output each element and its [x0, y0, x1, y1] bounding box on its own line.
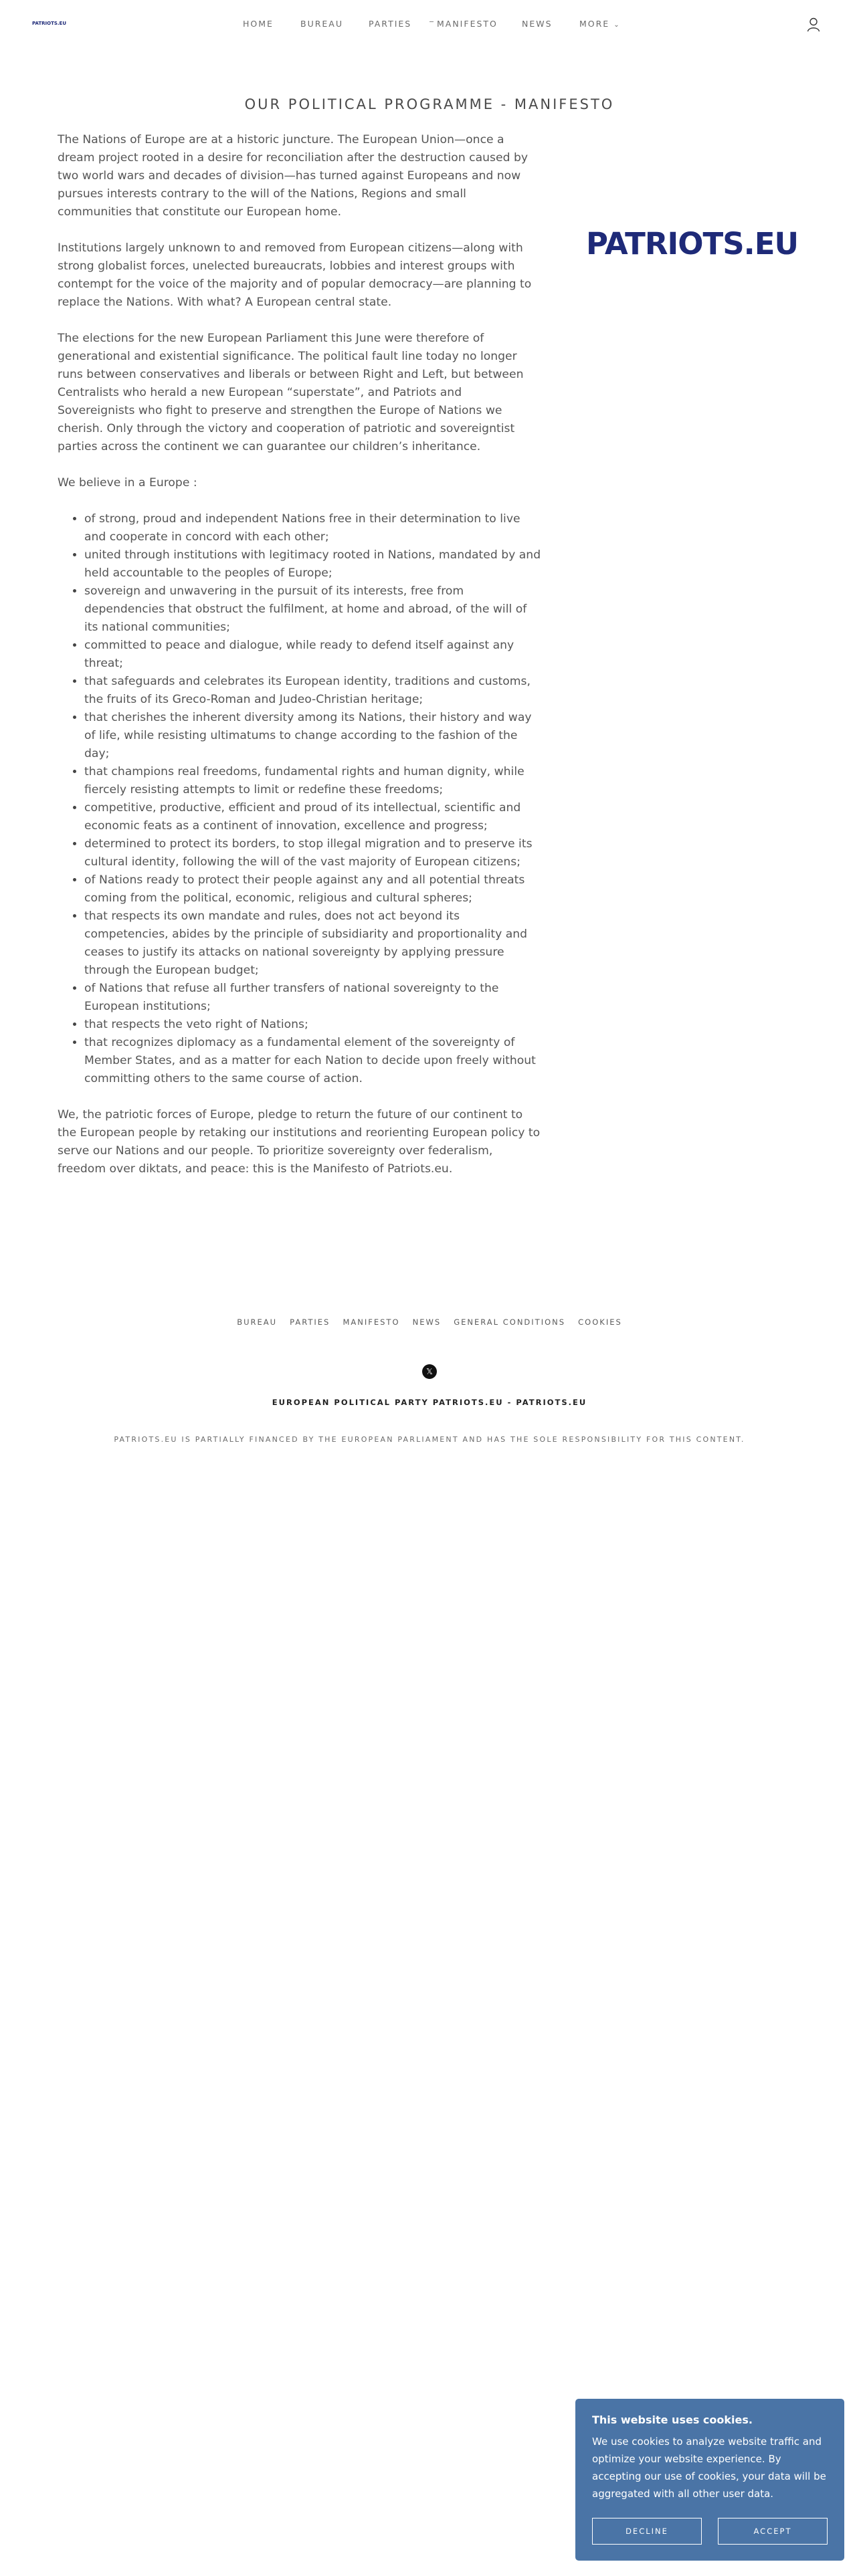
list-item: • that respects its own mandate and rules, does not act beyond its competencies, abides by the principle of subsidiarity and proportionality and ceases to justify its attacks on national sovereignty by applying pressure through the European budget; [84, 907, 542, 980]
nav-item-more[interactable] [579, 19, 621, 29]
intro-paragraph: The Nations of Europe are at a historic juncture. The European Union—once a dream project rooted in a desire for reconciliation after the destruction caused by two world wars and decades of division—has turned against Europeans and now pursues interests contrary to the will of the Nations, Regions and small communities that constitute our European home. [58, 133, 529, 219]
beliefs-list [58, 510, 542, 1088]
footer-link-bureau[interactable]: BUREAU [237, 1317, 278, 1327]
active-nav-indicator [430, 21, 434, 22]
list-item: • united through institutions with legitimacy rooted in Nations, mandated by and held accountable to the peoples of Europe; [84, 546, 542, 582]
list-item: • of Nations ready to protect their people against any and all potential threats coming from the political, economic, religious and cultural spheres; [84, 871, 542, 907]
decline-button[interactable]: DECLINE [592, 2518, 702, 2545]
list-item: • of strong, proud and independent Nations free in their determination to live and cooperate in concord with each other; [84, 510, 542, 546]
intro-paragraph: Institutions largely unknown to and removed from European citizens—along with strong globalist forces, unelected bureaucrats, lobbies and interest groups with contempt for the voice of the majority and of popular democracy—are planning to replace the Nations. With what? A European central state. [58, 241, 532, 309]
list-item: • sovereign and unwavering in the pursuit of its interests, free from dependencies that obstruct the fulfilment, at home and abroad, of the will of its national communities; [84, 582, 542, 637]
nav-item-home[interactable]: HOME [243, 19, 274, 29]
main-nav [0, 19, 859, 32]
user-account-icon[interactable] [807, 17, 820, 32]
footer-party-name: EUROPEAN POLITICAL PARTY PATRIOTS.EU - PATRIOTS.EU [272, 1398, 587, 1407]
list-item: • committed to peace and dialogue, while ready to defend itself against any threat; [84, 637, 542, 673]
nav-item-bureau[interactable]: BUREAU [300, 19, 344, 29]
site-logo[interactable]: PATRIOTS.EU [32, 21, 67, 26]
list-item: • determined to protect its borders, to stop illegal migration and to preserve its cultural identity, following the will of the vast majority of European citizens; [84, 835, 542, 871]
list-item: • of Nations that refuse all further transfers of national sovereignty to the European institutions; [84, 980, 542, 1016]
list-item: • that safeguards and celebrates its European identity, traditions and customs, the fruits of its Greco-Roman and Judeo-Christian heritage; [84, 673, 542, 709]
cookie-title: This website uses cookies. [592, 2413, 753, 2426]
accept-button[interactable]: ACCEPT [718, 2518, 828, 2545]
list-item: • competitive, productive, efficient and proud of its intellectual, scientific and economic feats as a continent of innovation, excellence and progress; [84, 799, 542, 835]
intro-paragraph: The elections for the new European Parliament this June were therefore of generational and existential significance. The political fault line today no longer runs between conservatives and liberals or between Right and Left, but between Centralists who herald a new European “superstate”, and Patriots and Sovereignists who fight to preserve and strengthen the Europe of Nations we cherish. Only through the victory and cooperation of patriotic and sovereigntist parties across the continent we can guarantee our children’s inheritance. [58, 332, 524, 453]
footer-link-general-conditions[interactable]: GENERAL CONDITIONS [454, 1317, 566, 1327]
footer-link-cookies[interactable]: COOKIES [578, 1317, 622, 1327]
cookie-text: We use cookies to analyze website traffic and optimize your website experience. By accepting our use of cookies, your data will be aggregated with all other user data. [592, 2436, 826, 2500]
nav-item-manifesto[interactable]: MANIFESTO [437, 19, 498, 29]
nav-item-parties[interactable]: PARTIES [369, 19, 412, 29]
cookie-banner [575, 2399, 844, 2561]
footer-disclaimer: PATRIOTS.EU IS PARTIALLY FINANCED BY THE EUROPEAN PARLIAMENT AND HAS THE SOLE RESPONSIBILITY FOR THIS CONTENT. [114, 1435, 745, 1444]
nav-item-news[interactable]: NEWS [522, 19, 553, 29]
list-item: • that cherishes the inherent diversity among its Nations, their history and way of life, while resisting ultimatums to change according to the fashion of the day; [84, 709, 542, 763]
closing-paragraph: We, the patriotic forces of Europe, pledge to return the future of our continent to the European people by retaking our institutions and reorienting European policy to serve our Nations and our people. To prioritize sovereignty over federalism, freedom over diktats, and peace: this is the Manifesto of Patriots.eu. [58, 1108, 541, 1176]
x-twitter-icon[interactable]: 𝕏 [422, 1364, 437, 1379]
patriots-eu-logo: PATRIOTS.EU [586, 226, 799, 261]
list-item: • that respects the veto right of Nations; [84, 1016, 542, 1034]
page-title: OUR POLITICAL PROGRAMME - MANIFESTO [244, 96, 615, 113]
footer-nav [0, 1315, 859, 1327]
list-item: • that champions real freedoms, fundamental rights and human dignity, while fiercely resisting attempts to limit or redefine these freedoms; [84, 763, 542, 799]
chevron-down-icon: ⌄ [613, 21, 621, 29]
list-item: • that recognizes diplomacy as a fundamental element of the sovereignty of Member States, and as a matter for each Nation to decide upon freely without committing others to the same course of action. [84, 1034, 542, 1088]
nav-more-label: MORE [579, 19, 610, 29]
footer-link-parties[interactable]: PARTIES [290, 1317, 330, 1327]
beliefs-intro: We believe in a Europe : [58, 476, 197, 490]
footer-link-news[interactable]: NEWS [412, 1317, 442, 1327]
footer-link-manifesto[interactable]: MANIFESTO [343, 1317, 400, 1327]
manifesto-content [58, 131, 542, 1196]
